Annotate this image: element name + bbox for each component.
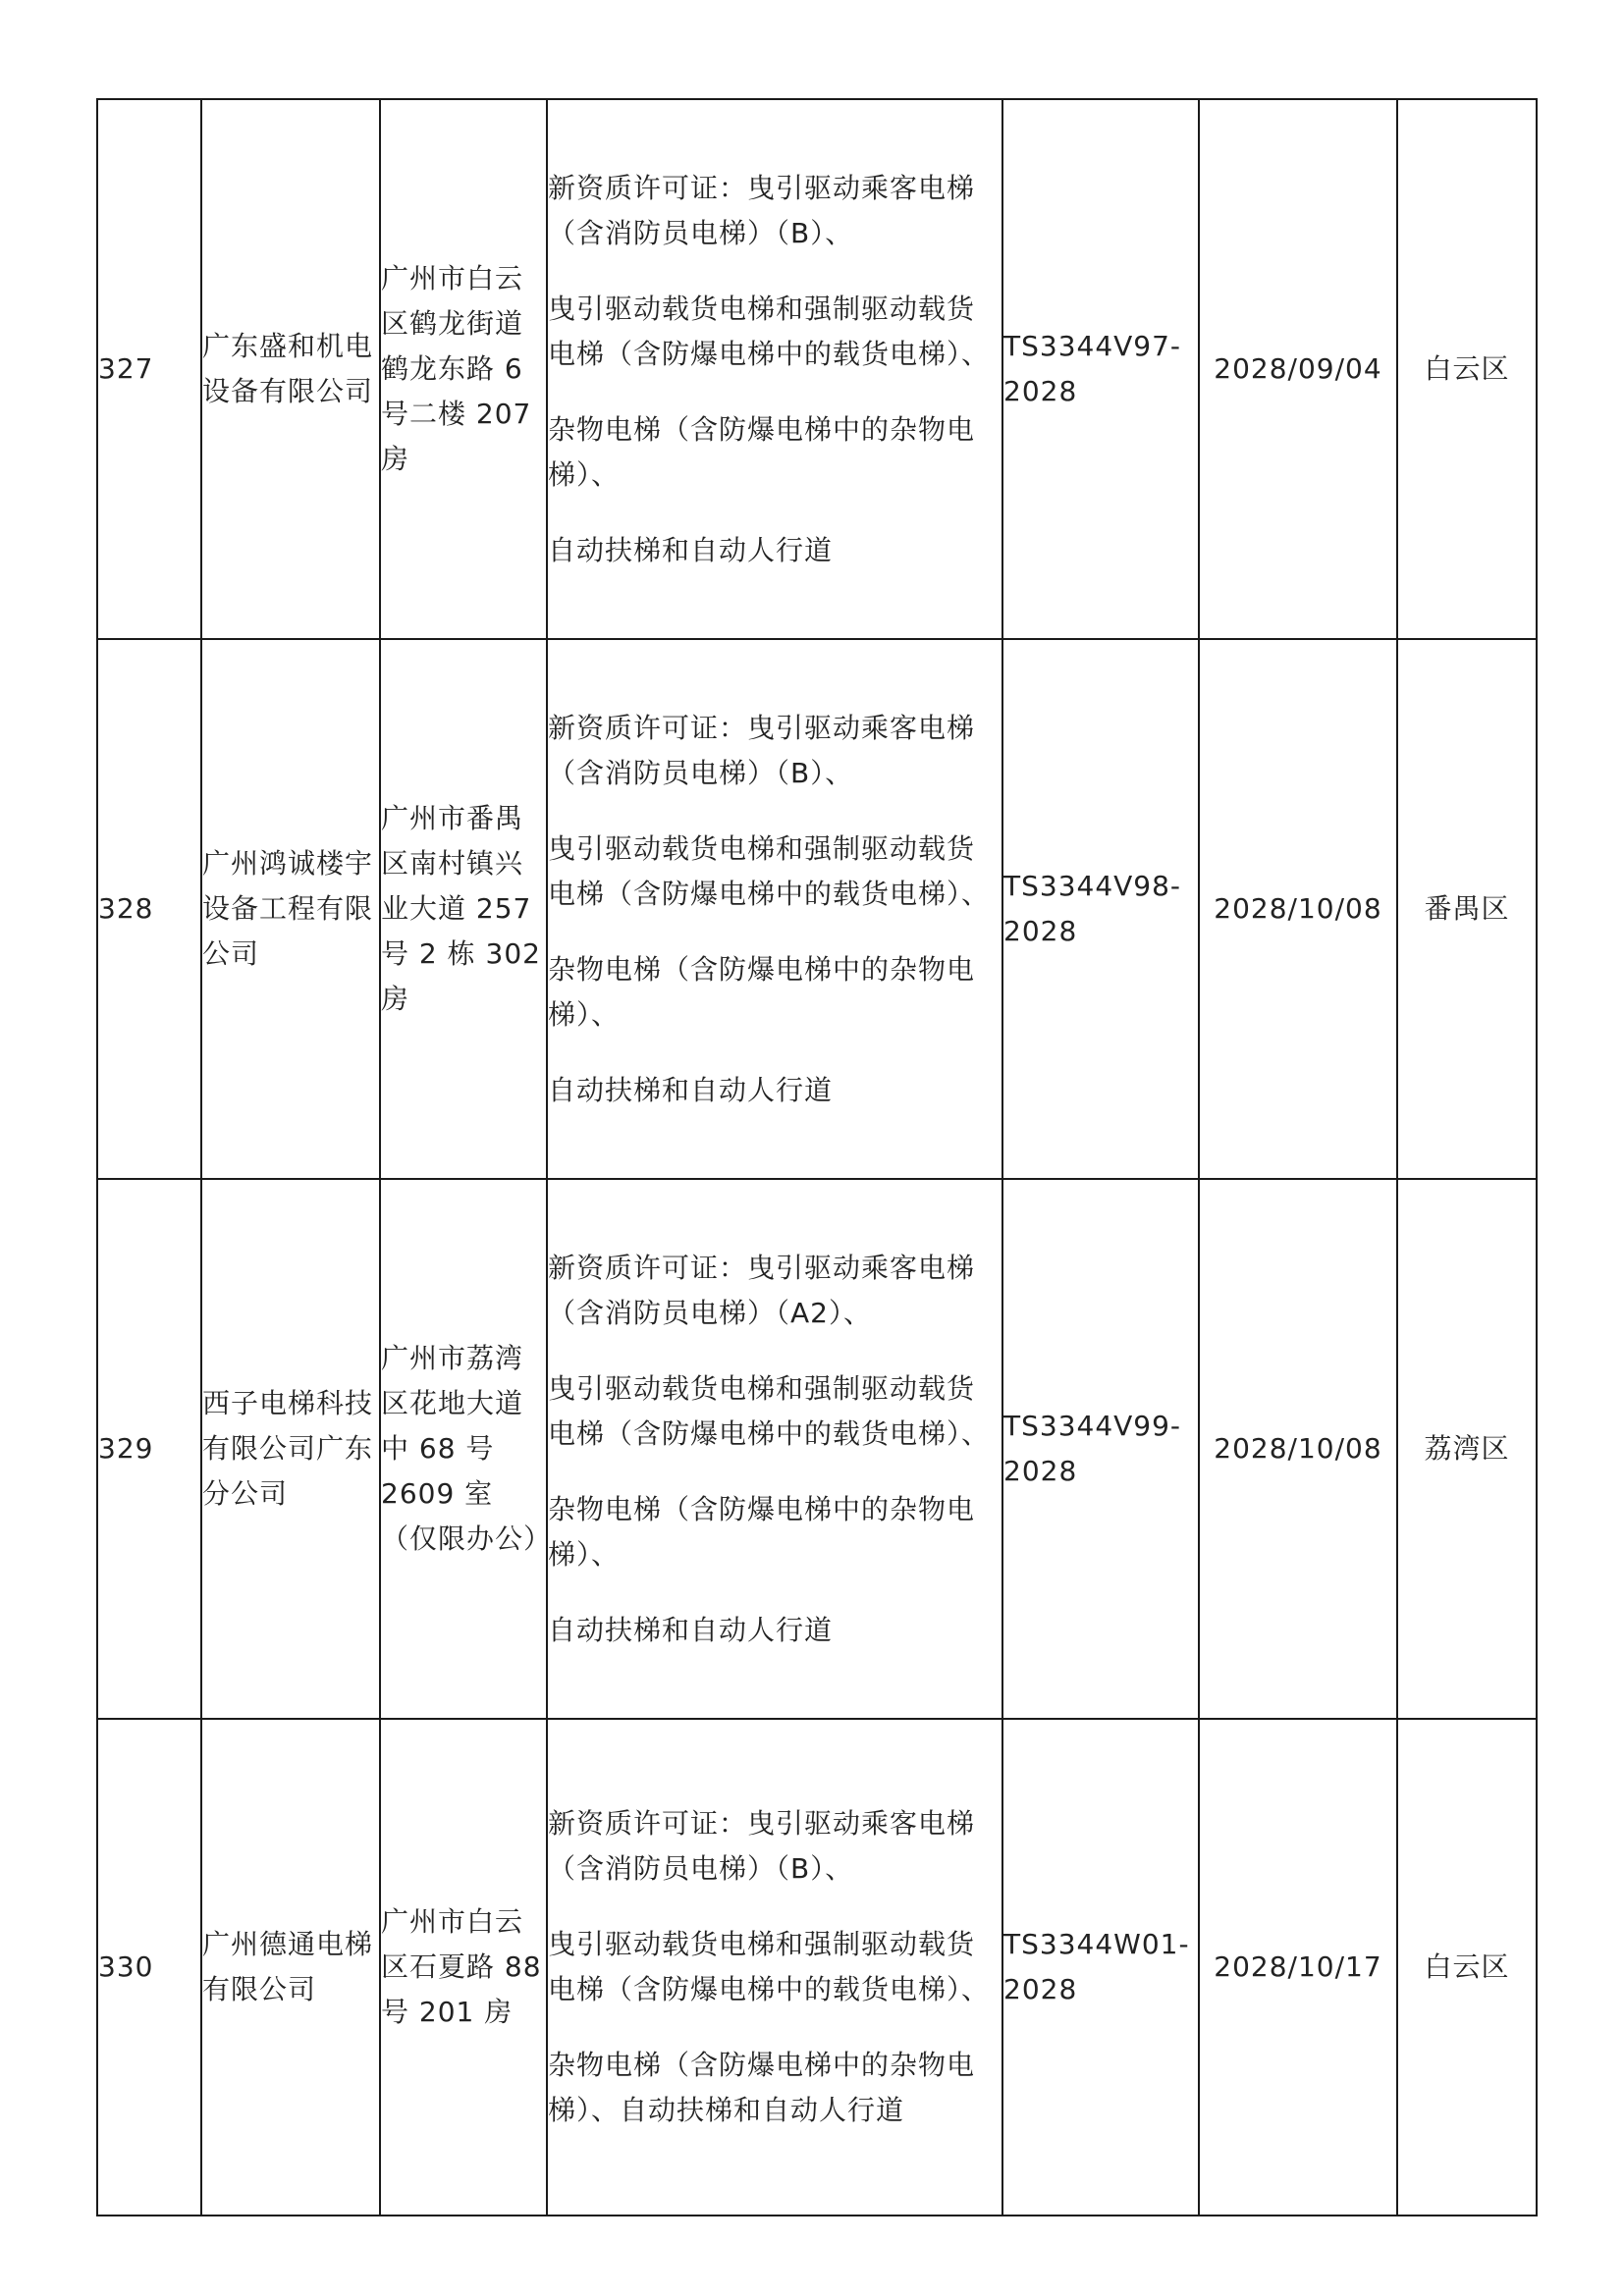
- seq-cell: 327: [97, 99, 201, 639]
- scope-line: 曳引驱动载货电梯和强制驱动载货电梯（含防爆电梯中的载货电梯）、: [548, 292, 991, 370]
- district-cell: 番禺区: [1397, 639, 1537, 1179]
- scope-line: 曳引驱动载货电梯和强制驱动载货电梯（含防爆电梯中的载货电梯）、: [548, 1928, 991, 2005]
- scope-line: 曳引驱动载货电梯和强制驱动载货电梯（含防爆电梯中的载货电梯）、: [548, 1371, 991, 1450]
- scope-line: 曳引驱动载货电梯和强制驱动载货电梯（含防爆电梯中的载货电梯）、: [548, 831, 991, 910]
- table-row: [97, 1179, 1537, 1719]
- license-scope-cell: [547, 1719, 1002, 2216]
- license-scope-cell: [547, 639, 1002, 1179]
- scope-line: 新资质许可证：曳引驱动乘客电梯（含消防员电梯）（A2）、: [548, 1251, 976, 1329]
- scope-line: 自动扶梯和自动人行道: [548, 533, 834, 566]
- company-name-cell: 广东盛和机电设备有限公司: [201, 99, 380, 639]
- certificate-number-cell: TS3344W01-2028: [1002, 1719, 1199, 2216]
- seq-cell: 329: [97, 1179, 201, 1719]
- expiry-date-cell: 2028/09/04: [1199, 99, 1397, 639]
- company-name-cell: 广州鸿诚楼宇设备工程有限公司: [201, 639, 380, 1179]
- expiry-date-cell: 2028/10/08: [1199, 1179, 1397, 1719]
- address-cell: 广州市白云区石夏路 88 号 201 房: [380, 1719, 547, 2216]
- scope-line: 新资质许可证：曳引驱动乘客电梯（含消防员电梯）（B）、: [548, 711, 976, 789]
- company-name-cell: 广州德通电梯有限公司: [201, 1719, 380, 2216]
- district-cell: 荔湾区: [1397, 1179, 1537, 1719]
- table-row: [97, 99, 1537, 639]
- address-cell: 广州市荔湾区花地大道中 68 号 2609 室（仅限办公）: [380, 1179, 547, 1719]
- company-name-cell: 西子电梯科技有限公司广东分公司: [201, 1179, 380, 1719]
- table-row: [97, 639, 1537, 1179]
- scope-line: 自动扶梯和自动人行道: [548, 1073, 834, 1106]
- scope-line: 自动扶梯和自动人行道: [548, 1613, 834, 1646]
- scope-line: 新资质许可证：曳引驱动乘客电梯（含消防员电梯）（B）、: [548, 171, 976, 249]
- scope-line: 杂物电梯（含防爆电梯中的杂物电梯）、: [548, 952, 976, 1031]
- district-cell: 白云区: [1397, 1719, 1537, 2216]
- address-cell: 广州市白云区鹤龙街道鹤龙东路 6 号二楼 207 房: [380, 99, 547, 639]
- expiry-date-cell: 2028/10/17: [1199, 1719, 1397, 2216]
- registry-page: [96, 98, 1536, 2216]
- license-scope-cell: [547, 1179, 1002, 1719]
- scope-line: 杂物电梯（含防爆电梯中的杂物电梯）、: [548, 1492, 976, 1571]
- elevator-license-table: [96, 98, 1538, 2216]
- scope-line: 新资质许可证：曳引驱动乘客电梯（含消防员电梯）（B）、: [548, 1807, 976, 1885]
- seq-cell: 328: [97, 639, 201, 1179]
- certificate-number-cell: TS3344V98-2028: [1002, 639, 1199, 1179]
- address-cell: 广州市番禺区南村镇兴业大道 257 号 2 栋 302 房: [380, 639, 547, 1179]
- scope-line: 杂物电梯（含防爆电梯中的杂物电梯）、自动扶梯和自动人行道: [548, 2049, 976, 2126]
- expiry-date-cell: 2028/10/08: [1199, 639, 1397, 1179]
- seq-cell: 330: [97, 1719, 201, 2216]
- district-cell: 白云区: [1397, 99, 1537, 639]
- certificate-number-cell: TS3344V99-2028: [1002, 1179, 1199, 1719]
- certificate-number-cell: TS3344V97-2028: [1002, 99, 1199, 639]
- license-scope-cell: [547, 99, 1002, 639]
- table-row: [97, 1719, 1537, 2216]
- scope-line: 杂物电梯（含防爆电梯中的杂物电梯）、: [548, 412, 976, 491]
